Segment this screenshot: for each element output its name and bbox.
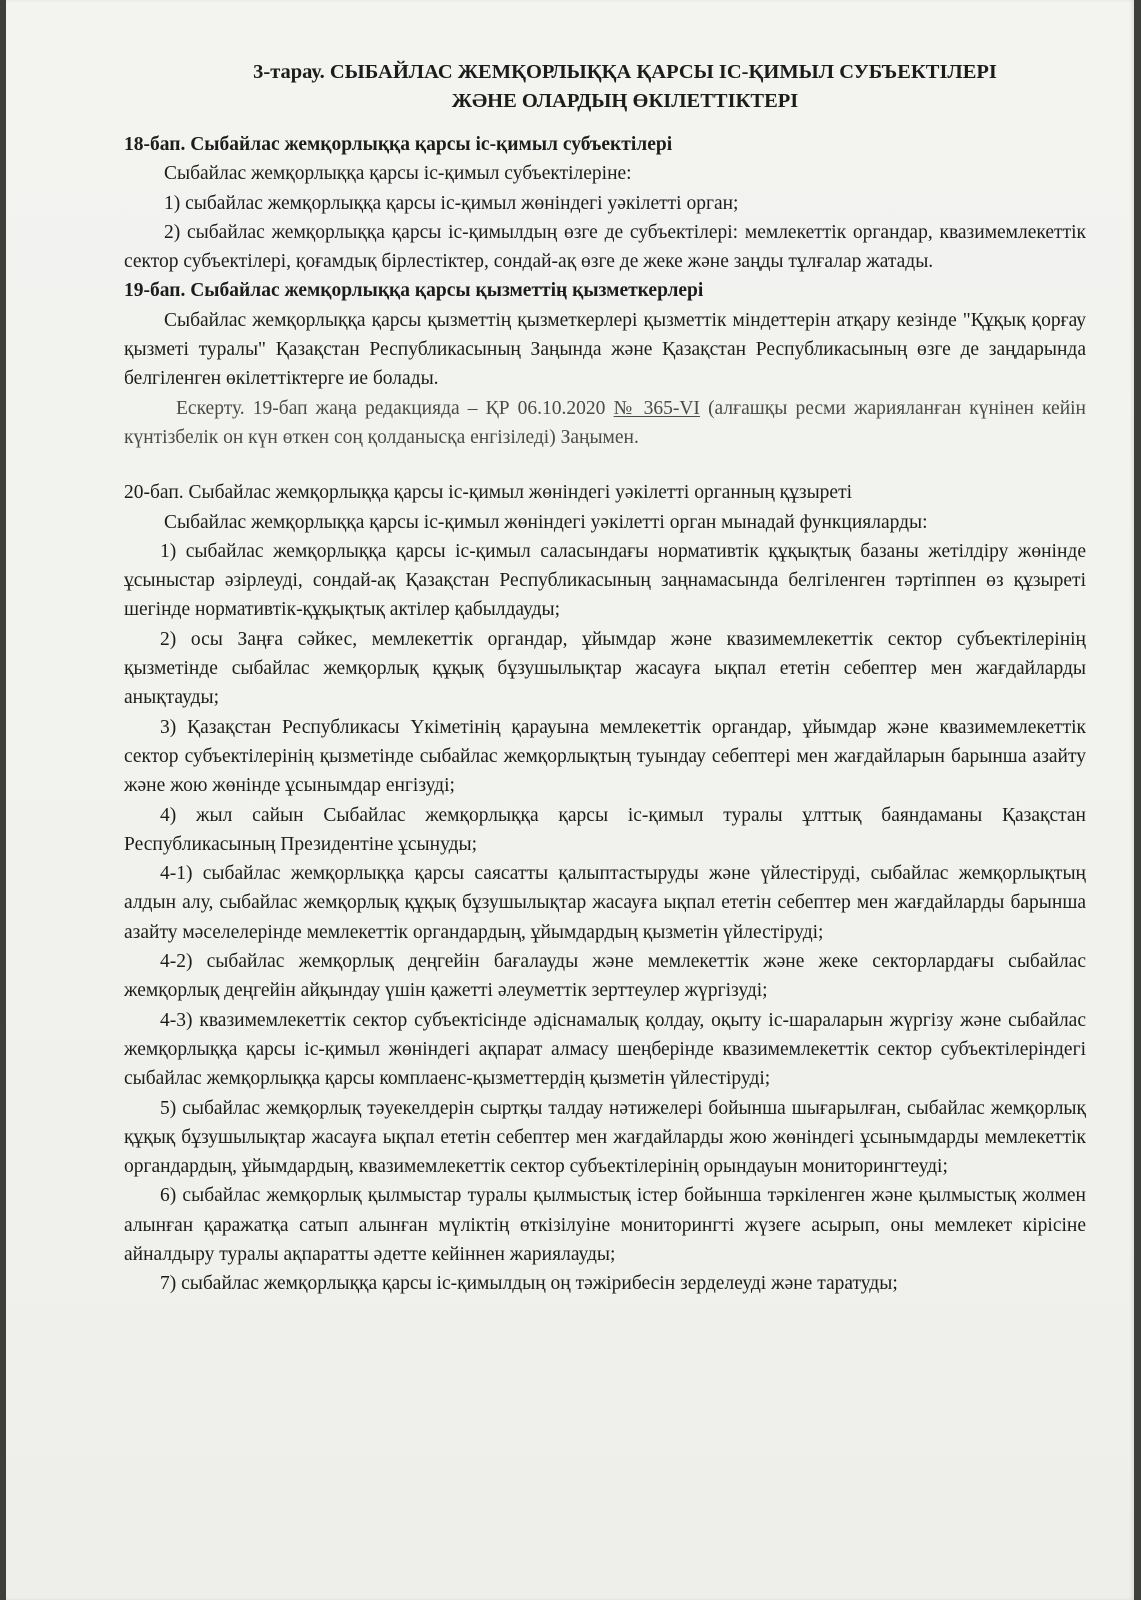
article-19-body: Сыбайлас жемқорлыққа қарсы қызметтің қызметкерлері қызметтік міндеттерін атқару кезінде "Құқық қорғау қызметі туралы" Қазақстан Республикасының Заңында және Қазақстан Республикасының өзге де заңдарында белгіленген өкілеттіктерге ие болады. bbox=[124, 309, 1086, 390]
article-20-intro: Сыбайлас жемқорлыққа қарсы іс-қимыл жөніндегі уәкілетті орган мынадай функцияларды: bbox=[164, 511, 928, 533]
article-20-item: 1) сыбайлас жемқорлыққа қарсы іс-қимыл саласындағы нормативтік құқықтық базаны жетілдіру жөнінде ұсыныстар әзірлеуді, сондай-ақ Қазақстан Республикасының заңнамасында белгіленген тәртіппен өз құзыреті шегінде нормативтік-құқықтық актілер қабылдауды; bbox=[124, 540, 1086, 621]
article-18-intro: Сыбайлас жемқорлыққа қарсы іс-қимыл субъектілеріне: bbox=[164, 163, 632, 185]
article-20-item: 5) сыбайлас жемқорлық тәуекелдерін сыртқы талдау нәтижелері бойынша шығарылған, сыбайлас жемқорлық құқық бұзушылықтар жасауға ықпал ететін себептер мен жағдайларды жою жөніндегі ұсынымдарды мемлекеттік органдардың, ұйымдардың, квазимемлекеттік сектор субъектілерінің орындауын мониторингтеуді; bbox=[124, 1097, 1086, 1178]
chapter-title-line-1: 3-тарау. СЫБАЙЛАС ЖЕМҚОРЛЫҚҚА ҚАРСЫ ІС-ҚИМЫЛ СУБЪЕКТІЛЕРІ bbox=[253, 61, 997, 83]
chapter-title-line-2: ЖӘНЕ ОЛАРДЫҢ ӨКІЛЕТТІКТЕРІ bbox=[451, 90, 799, 112]
article-19-heading: 19-бап. Сыбайлас жемқорлыққа қарсы қызметтің қызметкерлері bbox=[124, 280, 704, 302]
document-content bbox=[124, 58, 1086, 1299]
chapter-title bbox=[124, 58, 1086, 116]
article-18-item-1: 1) сыбайлас жемқорлыққа қарсы іс-қимыл жөніндегі уәкілетті орган; bbox=[164, 192, 739, 214]
article-18-heading: 18-бап. Сыбайлас жемқорлыққа қарсы іс-қимыл субъектілері bbox=[124, 134, 673, 155]
article-20-item: 4-1) сыбайлас жемқорлыққа қарсы саясатты қалыптастыруды және үйлестіруді, сыбайлас жемқорлықтың алдын алу, сыбайлас жемқорлық құқық бұзушылықтар жасауға ықпал ететін себептер мен жағдайларды барынша азайту мәселелерінде мемлекеттік органдардың, ұйымдардың қызметін үйлестіруді; bbox=[124, 863, 1086, 943]
article-20-item: 7) сыбайлас жемқорлыққа қарсы іс-қимылдың оң тәжірибесін зерделеуді және таратуды; bbox=[160, 1273, 898, 1295]
article-20-item: 4-2) сыбайлас жемқорлық деңгейін бағалауды және мемлекеттік және жеке секторлардағы сыбайлас жемқорлық деңгейін айқындау үшін қажетті әлеуметтік зерттеулер жүргізуді; bbox=[124, 951, 1086, 1002]
document-page bbox=[6, 0, 1134, 1600]
article-20-item: 3) Қазақстан Республикасы Үкіметінің қарауына мемлекеттік органдар, ұйымдар және квазимемлекеттік сектор субъектілерінің қызметінде сыбайлас жемқорлықтың туындау себептері мен жағдайларын барынша азайту және жою жөнінде ұсынымдар енгізуді; bbox=[124, 716, 1086, 797]
article-18-item-2: 2) сыбайлас жемқорлыққа қарсы іс-қимылдың өзге де субъектілері: мемлекеттік органдар, квазимемлекеттік сектор субъектілері, қоғамдық бірлестіктер, сондай-ақ өзге де жеке және заңды тұлғалар жатады. bbox=[124, 221, 1086, 273]
article-20-heading: 20-бап. Сыбайлас жемқорлыққа қарсы іс-қимыл жөніндегі уәкілетті органның құзыреті bbox=[124, 482, 853, 504]
article-20-item: 2) осы Заңға сәйкес, мемлекеттік органдар, ұйымдар және квазимемлекеттік сектор субъектілерінің қызметінде сыбайлас жемқорлық құқық бұзушылықтар жасауға ықпал ететін себептер мен жағдайларды анықтауды; bbox=[124, 628, 1086, 709]
note-text-end: (алғашқы ресми жарияланған күнінен кейін күнтізбелік он күн өткен соң қолданысқа енгізіледі) Заңымен. bbox=[124, 397, 1086, 448]
law-reference-link[interactable]: № 365-VI bbox=[613, 397, 700, 419]
article-19-note bbox=[124, 394, 1086, 453]
section-spacer bbox=[124, 452, 1086, 478]
note-text-start: Ескерту. 19-бап жаңа редакцияда – ҚР 06.10.2020 bbox=[176, 397, 614, 419]
article-20-item: 4-3) квазимемлекеттік сектор субъектісінде әдіснамалық қолдау, оқыту іс-шараларын жүргізу және сыбайлас жемқорлыққа қарсы іс-қимыл жөніндегі ақпарат алмасу шеңберінде квазимемлекеттік сектор субъектілеріндегі сыбайлас жемқорлыққа қарсы комплаенс-қызметтердің қызметін үйлестіруді; bbox=[124, 1009, 1086, 1090]
article-20-item: 4) жыл сайын Сыбайлас жемқорлыққа қарсы іс-қимыл туралы ұлттық баяндаманы Қазақстан Республикасының Президентіне ұсынуды; bbox=[124, 804, 1086, 855]
article-20-item: 6) сыбайлас жемқорлық қылмыстар туралы қылмыстық істер бойынша тәркіленген және қылмыстық жолмен алынған қаражатқа сатып алынған мүліктің өткізілуіне мониторингті жүзеге асырып, оны мемлекет кірісіне айналдыру туралы ақпаратты әдетте кейіннен жариялауды; bbox=[124, 1185, 1086, 1265]
